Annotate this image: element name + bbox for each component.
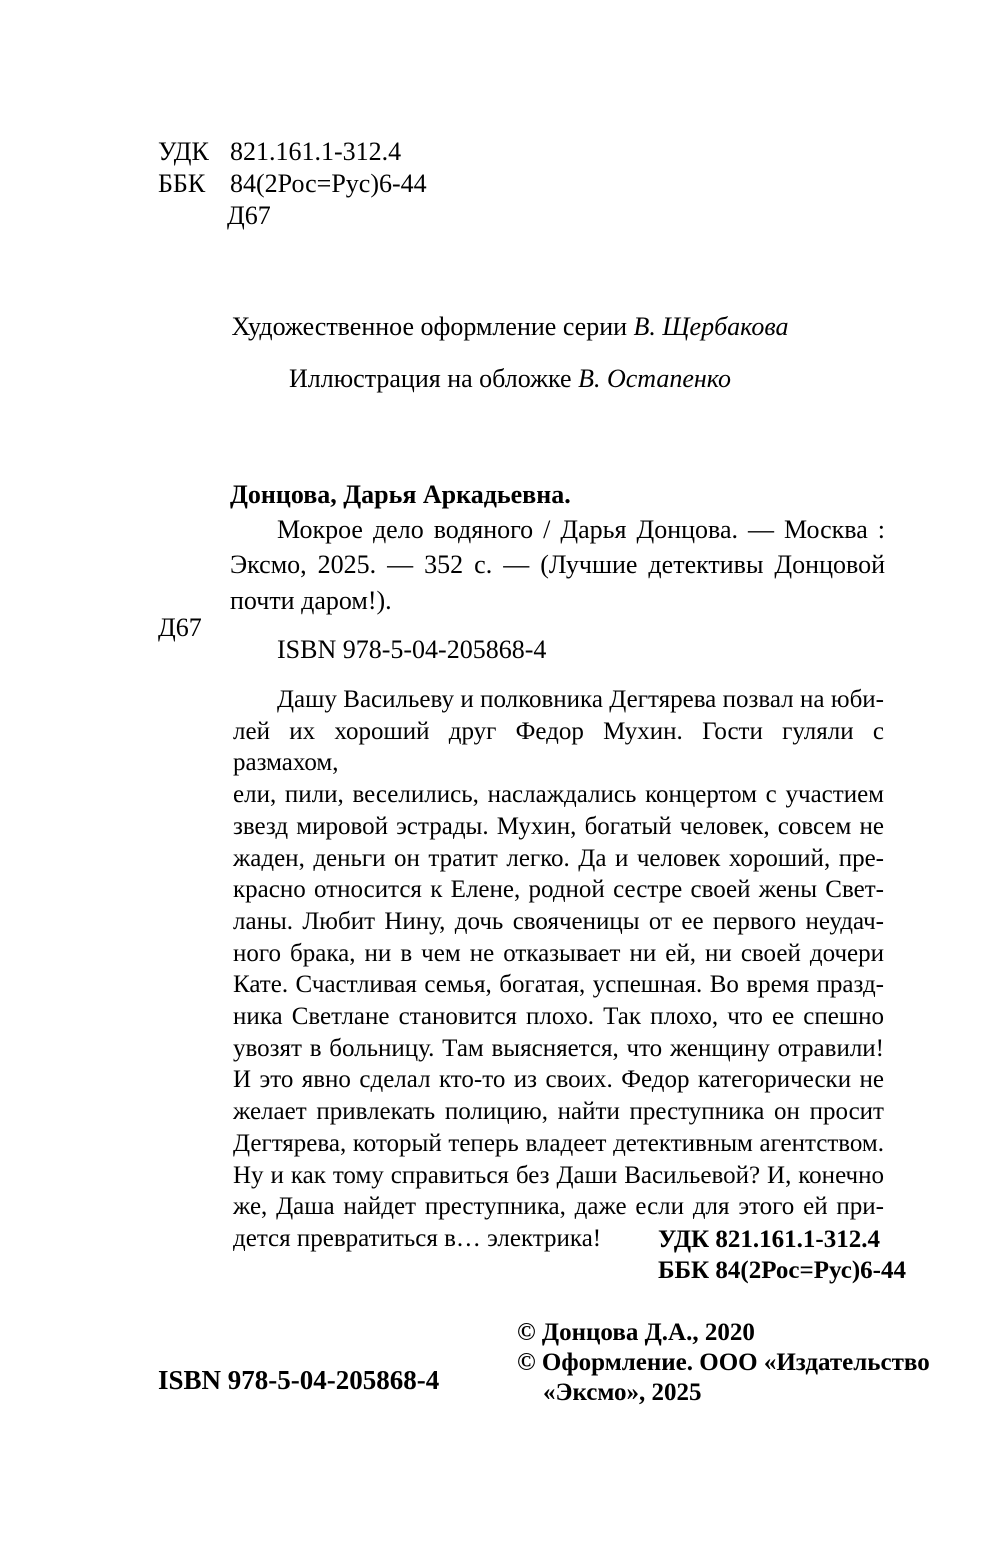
- series-design-credit: [140, 312, 880, 342]
- cover-illustrator-name: В. Остапенко: [578, 364, 731, 393]
- annotation-line: ланы. Любит Нину, дочь свояченицы от ее первого неудач-: [233, 907, 884, 935]
- bbk-label: ББК: [158, 169, 206, 198]
- bbk-value: 84(2Рос=Рус)6-44: [230, 169, 427, 198]
- cover-illustration-credit: [140, 364, 880, 394]
- udk-label: УДК: [158, 137, 209, 166]
- annotation-line: И это явно сделал кто-то из своих. Федор категорически не: [233, 1066, 884, 1094]
- catalog-card: [230, 477, 885, 667]
- udk-value: 821.161.1-312.4: [230, 137, 402, 166]
- annotation-line: Дегтярева, который теперь владеет детективным агентством.: [233, 1129, 884, 1157]
- card-description-line: Эксмо, 2025. — 352 с. — (Лучшие детективы Донцовой: [230, 550, 885, 580]
- author-sign: Д67: [227, 201, 271, 230]
- series-designer-name: В. Щербакова: [633, 312, 789, 341]
- isbn-bottom: ISBN 978-5-04-205868-4: [158, 1365, 440, 1395]
- annotation-paragraph: [233, 684, 884, 1255]
- bottom-bbk: ББК 84(2Рос=Рус)6-44: [658, 1257, 906, 1284]
- copyright-block: [517, 1318, 930, 1408]
- copyright-author: © Донцова Д.А., 2020: [517, 1319, 755, 1346]
- card-description-line: Мокрое дело водяного / Дарья Донцова. — Москва :: [277, 515, 885, 544]
- copyright-publisher: © Оформление. ООО «Издательство: [517, 1349, 930, 1376]
- annotation-line: красно относится к Елене, родной сестре своей жены Свет-: [233, 876, 884, 904]
- copyright-publisher-continued: «Эксмо», 2025: [543, 1379, 702, 1406]
- series-design-text: Художественное оформление серии: [231, 312, 634, 341]
- card-author-heading: Донцова, Дарья Аркадьевна.: [230, 480, 571, 509]
- udk-row: [158, 136, 427, 168]
- annotation-line: ника Светлане становится плохо. Так плохо, что ее спешно: [233, 1003, 884, 1031]
- bottom-udk: УДК 821.161.1-312.4: [658, 1226, 880, 1253]
- credits-block: [140, 312, 880, 394]
- annotation-line: Дашу Васильеву и полковника Дегтярева позвал на юби-: [277, 686, 884, 713]
- margin-author-sign: Д67: [158, 613, 202, 642]
- annotation-line: Ну и как тому справиться без Даши Васильевой? И, конечно: [233, 1161, 884, 1189]
- annotation-line: же, Даша найдет преступника, даже если для этого ей при-: [233, 1193, 884, 1221]
- annotation-line: увозят в больницу. Там выясняется, что женщину отравили!: [233, 1034, 884, 1062]
- card-description: [230, 512, 885, 618]
- bbk-row: [158, 168, 427, 200]
- annotation-line: дется превратиться в… электрика!: [233, 1224, 602, 1252]
- card-isbn: ISBN 978-5-04-205868-4: [277, 634, 547, 664]
- bottom-codes-block: [658, 1224, 906, 1286]
- classification-block: [158, 136, 427, 232]
- card-description-line: почти даром!).: [230, 585, 392, 615]
- annotation-line: лей их хороший друг Федор Мухин. Гости гуляли с размахом,: [233, 717, 884, 777]
- cover-illustration-text: Иллюстрация на обложке: [289, 364, 579, 393]
- annotation-line: желает привлекать полицию, найти преступника он просит: [233, 1098, 884, 1126]
- annotation-line: звезд мировой эстрады. Мухин, богатый человек, совсем не: [233, 812, 884, 840]
- annotation-line: жаден, деньги он тратит легко. Да и человек хороший, пре-: [233, 844, 884, 872]
- annotation-line: Кате. Счастливая семья, богатая, успешная. Во время празд-: [233, 971, 884, 999]
- annotation-line: ели, пили, веселились, наслаждались концертом с участием: [233, 781, 884, 809]
- annotation-line: ного брака, ни в чем не отказывает ни ей, ни своей дочери: [233, 939, 884, 967]
